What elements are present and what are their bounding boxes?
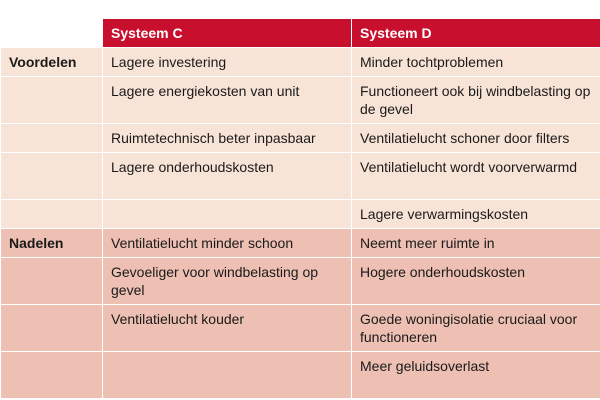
cell-systeem-d: Hogere onderhoudskosten bbox=[352, 258, 600, 305]
table-row bbox=[1, 258, 600, 305]
section-nadelen bbox=[1, 229, 600, 399]
cell-label-empty bbox=[1, 77, 103, 124]
comparison-table bbox=[0, 18, 600, 399]
table-row bbox=[1, 124, 600, 153]
table-row bbox=[1, 77, 600, 124]
header-row bbox=[1, 19, 600, 48]
cell-systeem-c: Lagere onderhoudskosten bbox=[103, 153, 352, 200]
cell-label-empty bbox=[1, 352, 103, 399]
section-voordelen bbox=[1, 48, 600, 229]
cell-systeem-d: Functioneert ook bij windbelasting op de gevel bbox=[352, 77, 600, 124]
cell-label-empty bbox=[1, 124, 103, 153]
cell-systeem-c: Gevoeliger voor windbelasting op gevel bbox=[103, 258, 352, 305]
table-row bbox=[1, 305, 600, 352]
table-row bbox=[1, 48, 600, 77]
cell-systeem-c: Ventilatielucht minder schoon bbox=[103, 229, 352, 258]
table-row bbox=[1, 229, 600, 258]
section-label-nadelen: Nadelen bbox=[1, 229, 103, 258]
cell-label-empty bbox=[1, 305, 103, 352]
cell-systeem-c: Ruimtetechnisch beter inpasbaar bbox=[103, 124, 352, 153]
table-row bbox=[1, 200, 600, 229]
section-label-voordelen: Voordelen bbox=[1, 48, 103, 77]
cell-systeem-c bbox=[103, 200, 352, 229]
cell-systeem-d: Neemt meer ruimte in bbox=[352, 229, 600, 258]
comparison-table-wrapper bbox=[0, 18, 600, 399]
table-row bbox=[1, 352, 600, 399]
cell-systeem-c: Lagere investering bbox=[103, 48, 352, 77]
cell-systeem-d: Goede woningisolatie cruciaal voor functioneren bbox=[352, 305, 600, 352]
table-row bbox=[1, 153, 600, 200]
header-systeem-d: Systeem D bbox=[352, 19, 600, 48]
cell-systeem-c: Ventilatielucht kouder bbox=[103, 305, 352, 352]
cell-systeem-d: Ventilatielucht wordt voorverwarmd bbox=[352, 153, 600, 200]
cell-label-empty bbox=[1, 258, 103, 305]
cell-systeem-d: Ventilatielucht schoner door filters bbox=[352, 124, 600, 153]
cell-systeem-d: Minder tochtproblemen bbox=[352, 48, 600, 77]
cell-label-empty bbox=[1, 153, 103, 200]
cell-systeem-d: Lagere verwarmingskosten bbox=[352, 200, 600, 229]
header-blank bbox=[1, 19, 103, 48]
cell-label-empty bbox=[1, 200, 103, 229]
header-systeem-c: Systeem C bbox=[103, 19, 352, 48]
cell-systeem-c: Lagere energiekosten van unit bbox=[103, 77, 352, 124]
cell-systeem-d: Meer geluidsoverlast bbox=[352, 352, 600, 399]
cell-systeem-c bbox=[103, 352, 352, 399]
